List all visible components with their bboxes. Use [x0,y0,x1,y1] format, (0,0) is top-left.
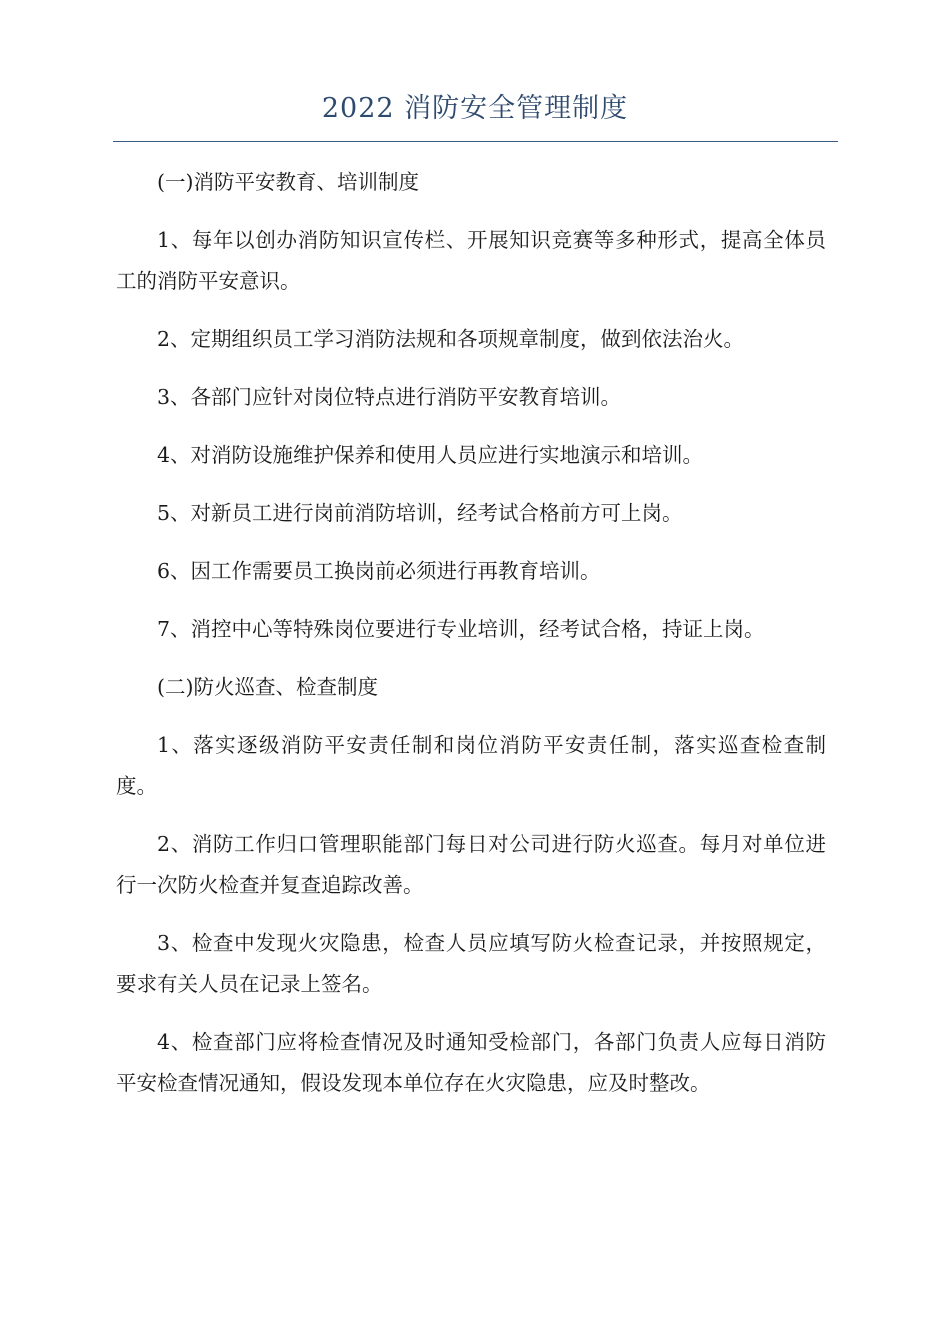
paragraph: 3、检查中发现火灾隐患，检查人员应填写防火检查记录，并按照规定，要求有关人员在记录上签名。 [116,931,826,996]
document-body [116,162,826,1121]
paragraph: 6、因工作需要员工换岗前必须进行再教育培训。 [157,559,601,583]
paragraph: 4、对消防设施维护保养和使用人员应进行实地演示和培训。 [157,443,704,467]
document-title: 2022 消防安全管理制度 [321,93,629,124]
paragraph: 2、消防工作归口管理职能部门每日对公司进行防火巡查。每月对单位进行一次防火检查并复查追踪改善。 [116,832,826,897]
title-divider [113,141,838,142]
paragraph: 1、每年以创办消防知识宣传栏、开展知识竞赛等多种形式，提高全体员工的消防平安意识。 [116,228,826,293]
paragraph: 4、检查部门应将检查情况及时通知受检部门，各部门负责人应每日消防平安检查情况通知，假设发现本单位存在火灾隐患，应及时整改。 [116,1030,826,1095]
paragraph: 7、消控中心等特殊岗位要进行专业培训，经考试合格，持证上岗。 [157,617,765,641]
section-heading-1: (一)消防平安教育、培训制度 [157,170,419,194]
paragraph: 5、对新员工进行岗前消防培训，经考试合格前方可上岗。 [157,501,683,525]
paragraph: 3、各部门应针对岗位特点进行消防平安教育培训。 [157,385,622,409]
paragraph: 1、落实逐级消防平安责任制和岗位消防平安责任制，落实巡查检查制度。 [116,733,826,798]
section-heading-2: (二)防火巡查、检查制度 [157,675,378,699]
paragraph: 2、定期组织员工学习消防法规和各项规章制度，做到依法治火。 [157,327,745,351]
